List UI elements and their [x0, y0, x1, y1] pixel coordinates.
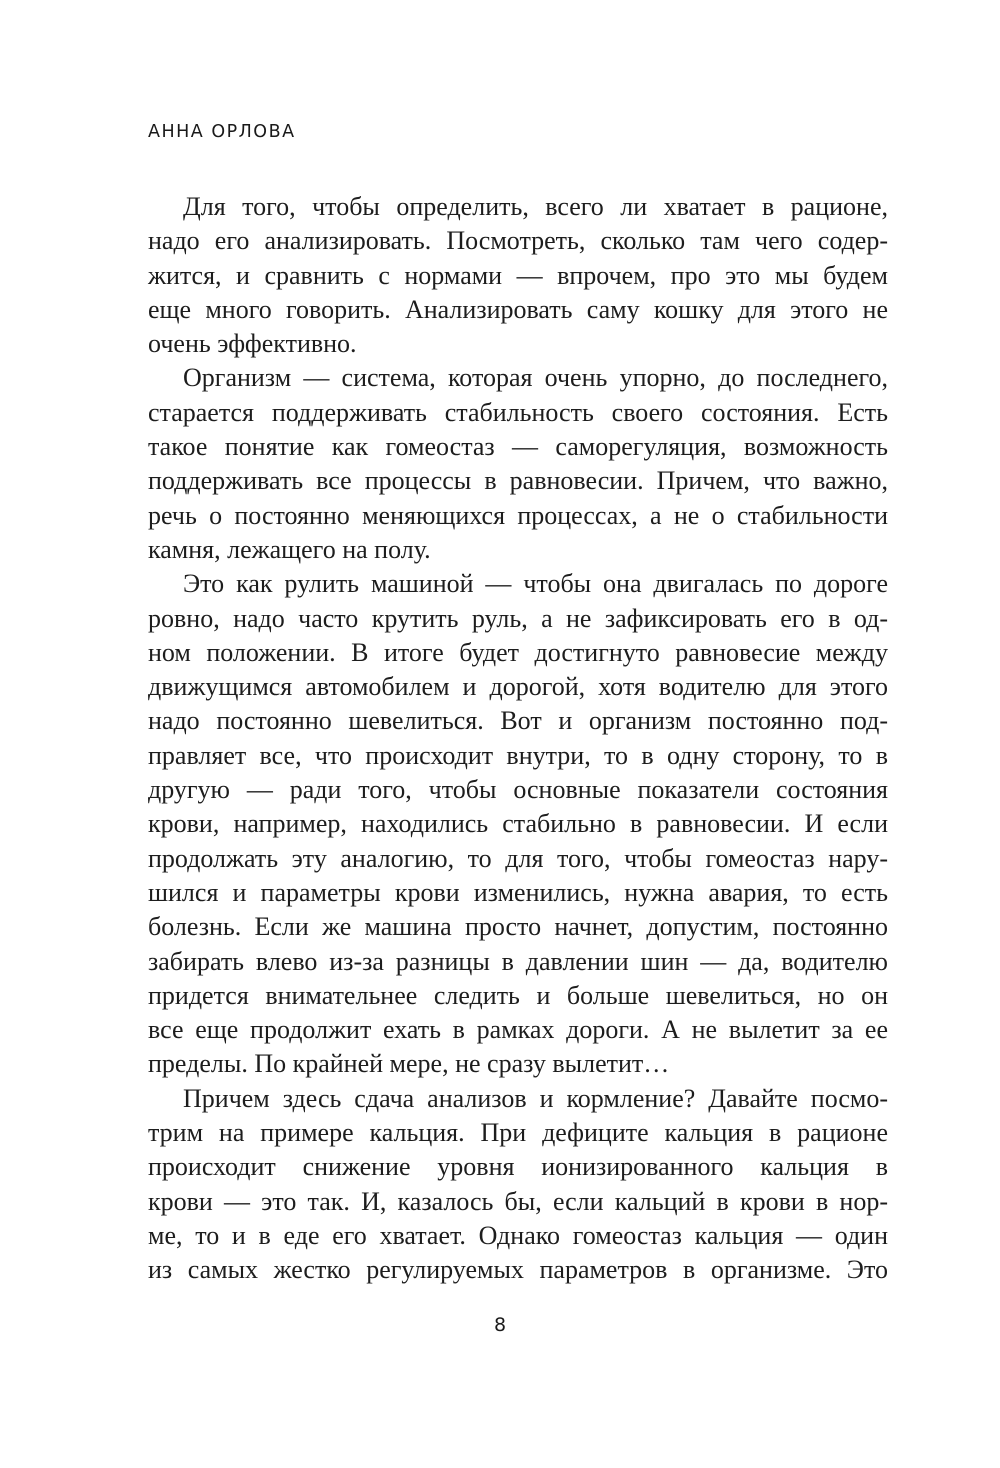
- text-line: крови — это так. И, казалось бы, если кальций в крови в нор-: [148, 1186, 888, 1216]
- text-line: надо его анализировать. Посмотреть, сколько там чего содер-: [148, 226, 888, 256]
- paragraph: [148, 361, 888, 567]
- text-line: старается поддерживать стабильность своего состояния. Есть: [148, 397, 888, 427]
- text-line: трим на примере кальция. При дефиците кальция в рационе: [148, 1118, 888, 1148]
- text-line: жится, и сравнить с нормами — впрочем, про это мы будем: [148, 260, 888, 290]
- text-line: надо постоянно шевелиться. Вот и организм постоянно под-: [148, 706, 888, 736]
- text-line: ровно, надо часто крутить руль, а не зафиксировать его в од-: [148, 603, 888, 633]
- text-line: болезнь. Если же машина просто начнет, допустим, постоянно: [148, 912, 888, 942]
- text-line: такое понятие как гомеостаз — саморегуляция, возможность: [148, 432, 888, 462]
- text-line: Это как рулить машиной — чтобы она двигалась по дороге: [183, 569, 888, 599]
- body-text: [148, 190, 888, 1288]
- text-line: из самых жестко регулируемых параметров в организме. Это: [148, 1255, 888, 1285]
- text-line: другую — ради того, чтобы основные показатели состояния: [148, 775, 888, 805]
- paragraph: [148, 1082, 888, 1288]
- text-line: продолжать эту аналогию, то для того, чтобы гомеостаз нару-: [148, 843, 888, 873]
- text-line: Организм — система, которая очень упорно, до последнего,: [183, 363, 888, 393]
- paragraph: [148, 190, 888, 361]
- text-line: правляет все, что происходит внутри, то в одну сторону, то в: [148, 740, 888, 770]
- text-line: еще много говорить. Анализировать саму кошку для этого не: [148, 294, 888, 324]
- text-line: пределы. По крайней мере, не сразу вылетит…: [148, 1049, 670, 1079]
- text-line: ном положении. В итоге будет достигнуто равновесие между: [148, 637, 888, 667]
- text-line: Для того, чтобы определить, всего ли хватает в рационе,: [183, 192, 888, 221]
- paragraph: [148, 567, 888, 1081]
- text-line: придется внимательнее следить и больше шевелиться, но он: [148, 980, 888, 1010]
- text-line: крови, например, находились стабильно в равновесии. И если: [148, 809, 888, 839]
- text-line: речь о постоянно меняющихся процессах, а не о стабильности: [148, 500, 888, 530]
- page-number: 8: [493, 1314, 507, 1336]
- text-line: забирать влево из-за разницы в давлении шин — да, водителю: [148, 946, 888, 976]
- text-line: движущимся автомобилем и дорогой, хотя водителю для этого: [148, 672, 888, 702]
- text-line: камня, лежащего на полу.: [148, 534, 431, 564]
- text-line: шился и параметры крови изменились, нужна авария, то есть: [148, 877, 888, 907]
- text-line: все еще продолжит ехать в рамках дороги. А не вылетит за ее: [148, 1015, 888, 1045]
- text-line: поддерживать все процессы в равновесии. Причем, что важно,: [148, 466, 888, 496]
- text-line: Причем здесь сдача анализов и кормление? Давайте посмо-: [183, 1083, 888, 1113]
- text-line: происходит снижение уровня ионизированного кальция в: [148, 1152, 888, 1182]
- running-head-author: АННА ОРЛОВА: [148, 122, 296, 142]
- text-line: очень эффективно.: [148, 329, 357, 359]
- text-line: ме, то и в еде его хватает. Однако гомеостаз кальция — один: [148, 1220, 888, 1250]
